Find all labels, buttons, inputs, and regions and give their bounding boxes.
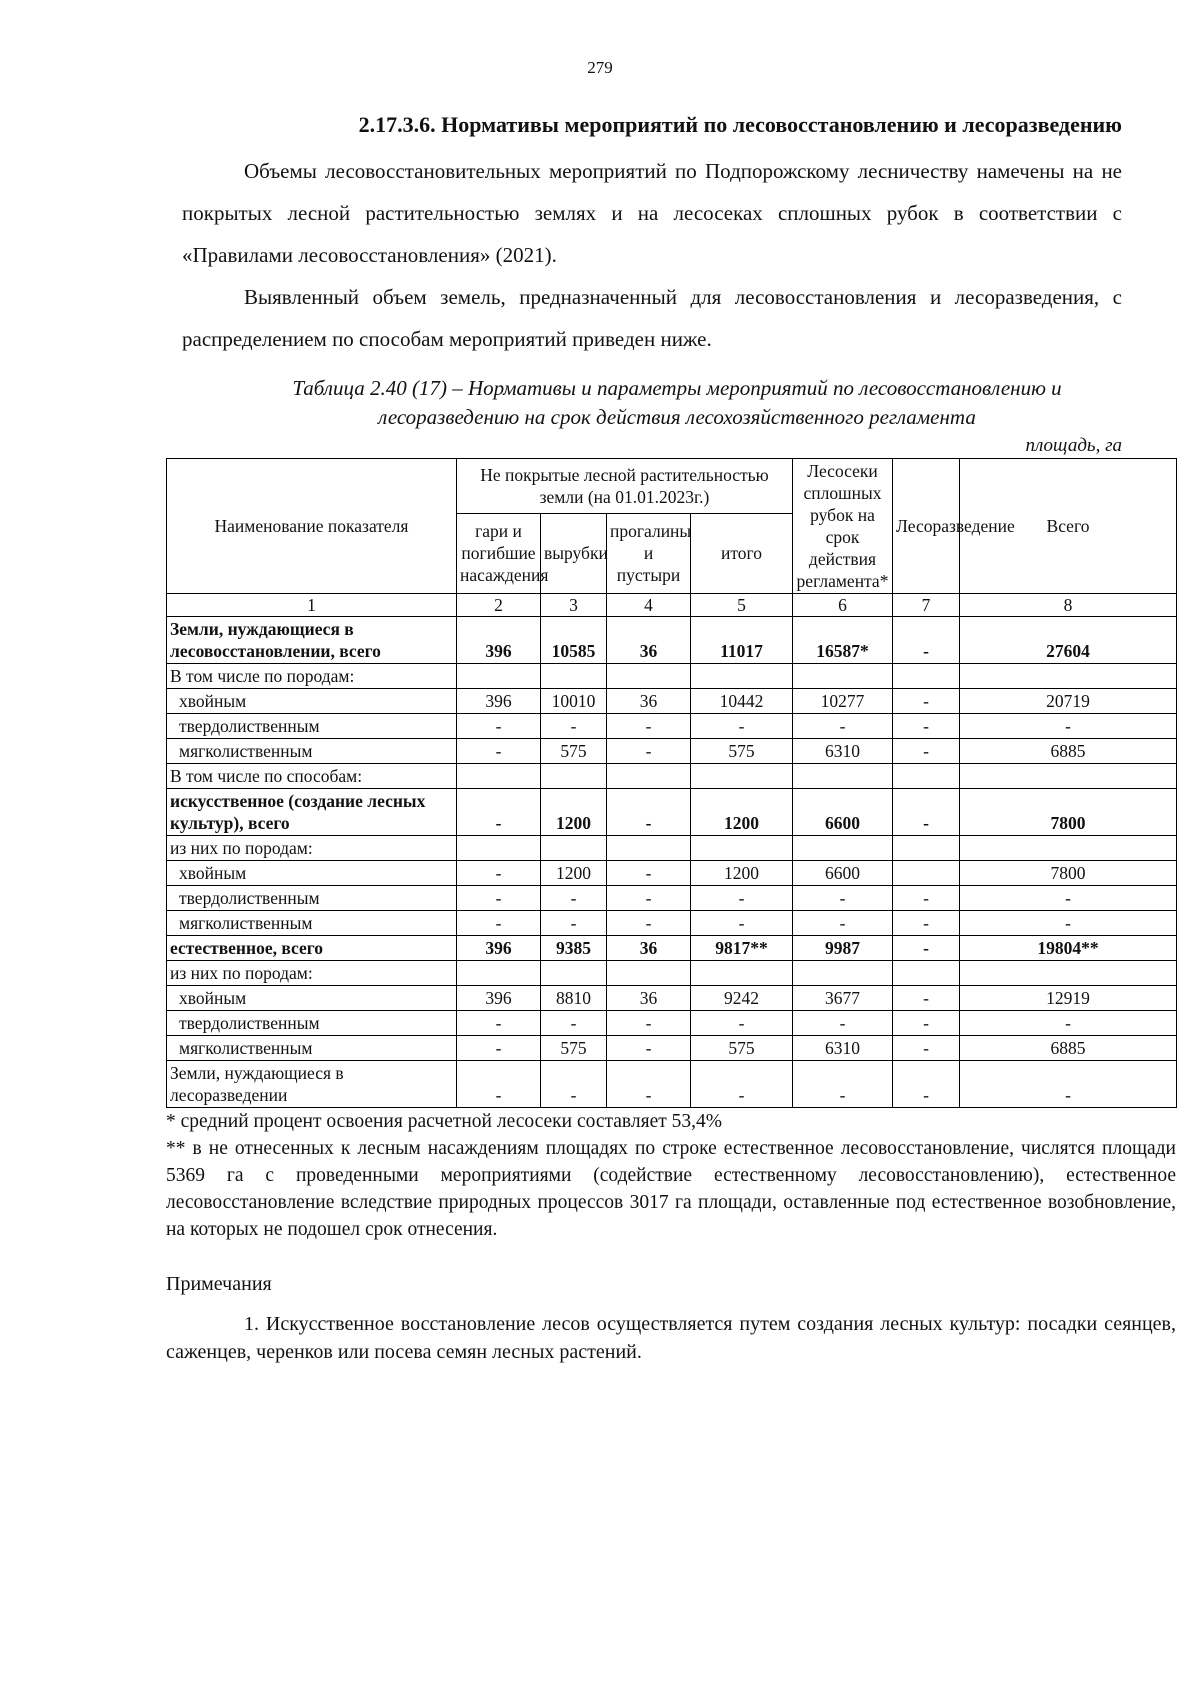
cell-value: -	[893, 1061, 960, 1108]
cell-value: -	[893, 936, 960, 961]
cell-value: -	[960, 886, 1177, 911]
cell-value	[691, 664, 793, 689]
cell-value: -	[457, 1036, 541, 1061]
table-row	[167, 936, 1177, 961]
table-row	[167, 617, 1177, 664]
cell-value: 1200	[691, 861, 793, 886]
column-number-row	[167, 594, 1177, 617]
column-number: 7	[893, 594, 960, 617]
row-label: мягколиственным	[167, 911, 457, 936]
cell-value: -	[893, 617, 960, 664]
cell-value	[457, 664, 541, 689]
table-row	[167, 764, 1177, 789]
cell-value: 396	[457, 986, 541, 1011]
cell-value: -	[893, 1011, 960, 1036]
table-row	[167, 1061, 1177, 1108]
cell-value	[691, 836, 793, 861]
cell-value	[607, 961, 691, 986]
cell-value: 575	[691, 739, 793, 764]
cell-value	[607, 664, 691, 689]
column-number: 1	[167, 594, 457, 617]
cell-value: -	[541, 714, 607, 739]
row-label: твердолиственным	[167, 886, 457, 911]
cell-value: -	[893, 911, 960, 936]
cell-value: 396	[457, 617, 541, 664]
row-label: хвойным	[167, 689, 457, 714]
cell-value	[893, 961, 960, 986]
table-row	[167, 961, 1177, 986]
cell-value: 6600	[793, 789, 893, 836]
cell-value: 6600	[793, 861, 893, 886]
row-label: из них по породам:	[167, 961, 457, 986]
cell-value	[960, 764, 1177, 789]
cell-value	[541, 664, 607, 689]
cell-value: -	[691, 1011, 793, 1036]
column-number: 6	[793, 594, 893, 617]
cell-value: 7800	[960, 861, 1177, 886]
cell-value: 1200	[691, 789, 793, 836]
page-number: 279	[587, 58, 613, 77]
table-row	[167, 1011, 1177, 1036]
table-row	[167, 861, 1177, 886]
cell-value: -	[457, 1061, 541, 1108]
header-clearcuts: Лесосеки сплошных рубок на срок действия регламента*	[793, 459, 893, 594]
cell-value: -	[457, 739, 541, 764]
column-number: 2	[457, 594, 541, 617]
cell-value: -	[960, 1011, 1177, 1036]
cell-value: -	[893, 886, 960, 911]
row-label: из них по породам:	[167, 836, 457, 861]
cell-value: -	[893, 739, 960, 764]
cell-value: 9817**	[691, 936, 793, 961]
header-group: Не покрытые лесной растительностью земли (на 01.01.2023г.)	[457, 459, 793, 514]
cell-value	[960, 961, 1177, 986]
table-row	[167, 664, 1177, 689]
table-row	[167, 836, 1177, 861]
paragraph: Выявленный объем земель, предназначенный для лесовосстановления и лесоразведения, с распределением по способам мероприятий приведен ниже.	[182, 285, 1122, 351]
cell-value: 16587*	[793, 617, 893, 664]
cell-value: -	[541, 1011, 607, 1036]
header-afforestation: Лесоразведение	[893, 459, 960, 594]
cell-value: -	[607, 911, 691, 936]
cell-value: -	[691, 1061, 793, 1108]
column-number: 5	[691, 594, 793, 617]
cell-value	[793, 664, 893, 689]
cell-value: -	[607, 1061, 691, 1108]
cell-value	[607, 764, 691, 789]
header-glades: прогалины и пустыри	[607, 513, 691, 593]
cell-value: 575	[691, 1036, 793, 1061]
cell-value: 396	[457, 689, 541, 714]
cell-value: 396	[457, 936, 541, 961]
row-label: искусственное (создание лесных культур), всего	[167, 789, 457, 836]
cell-value: 19804**	[960, 936, 1177, 961]
cell-value: -	[793, 1011, 893, 1036]
row-label: В том числе по способам:	[167, 764, 457, 789]
cell-value	[893, 764, 960, 789]
cell-value: 6885	[960, 739, 1177, 764]
row-label: мягколиственным	[167, 739, 457, 764]
cell-value: 10010	[541, 689, 607, 714]
table-row	[167, 1036, 1177, 1061]
cell-value: 575	[541, 1036, 607, 1061]
cell-value: 3677	[793, 986, 893, 1011]
notes-title: Примечания	[166, 1273, 272, 1295]
row-label: естественное, всего	[167, 936, 457, 961]
header-total: Всего	[960, 459, 1177, 594]
table-row	[167, 689, 1177, 714]
cell-value	[960, 664, 1177, 689]
cell-value: 10585	[541, 617, 607, 664]
cell-value: 36	[607, 986, 691, 1011]
row-label: хвойным	[167, 986, 457, 1011]
cell-value: 6310	[793, 739, 893, 764]
cell-value	[541, 764, 607, 789]
cell-value: -	[607, 714, 691, 739]
cell-value	[457, 961, 541, 986]
cell-value: 9385	[541, 936, 607, 961]
cell-value	[691, 961, 793, 986]
table-row	[167, 714, 1177, 739]
cell-value: 6310	[793, 1036, 893, 1061]
table-caption: Таблица 2.40 (17) – Нормативы и параметры мероприятий по лесовосстановлению и лесоразведению на срок действия лесохозяйственного регламента	[292, 376, 1062, 429]
row-label: В том числе по породам:	[167, 664, 457, 689]
cell-value: -	[793, 1061, 893, 1108]
cell-value	[960, 836, 1177, 861]
cell-value	[457, 764, 541, 789]
header-name: Наименование показателя	[167, 459, 457, 594]
row-label: твердолиственным	[167, 714, 457, 739]
cell-value: -	[541, 1061, 607, 1108]
cell-value	[457, 836, 541, 861]
row-label: мягколиственным	[167, 1036, 457, 1061]
cell-value: 36	[607, 936, 691, 961]
table-row	[167, 789, 1177, 836]
page-content	[166, 108, 1176, 1366]
cell-value: -	[607, 739, 691, 764]
column-number: 4	[607, 594, 691, 617]
row-label: Земли, нуждающиеся в лесовосстановлении, всего	[167, 617, 457, 664]
cell-value: -	[607, 1036, 691, 1061]
cell-value: -	[457, 886, 541, 911]
note: 1. Искусственное восстановление лесов осуществляется путем создания лесных культур: посадки сеянцев, саженцев, черенков или посева семян лесных растений.	[166, 1313, 1176, 1363]
cell-value: 9242	[691, 986, 793, 1011]
cell-value: -	[541, 886, 607, 911]
cell-value: -	[691, 911, 793, 936]
cell-value	[607, 836, 691, 861]
cell-value: 575	[541, 739, 607, 764]
cell-value	[893, 664, 960, 689]
column-number: 3	[541, 594, 607, 617]
cell-value: 12919	[960, 986, 1177, 1011]
cell-value: 8810	[541, 986, 607, 1011]
row-label: твердолиственным	[167, 1011, 457, 1036]
cell-value: -	[691, 714, 793, 739]
cell-value	[793, 764, 893, 789]
cell-value: -	[607, 861, 691, 886]
cell-value: -	[960, 1061, 1177, 1108]
cell-value: -	[691, 886, 793, 911]
standards-table	[166, 458, 1177, 1108]
paragraph: Объемы лесовосстановительных мероприятий по Подпорожскому лесничеству намечены на не покрытых лесной растительностью землях и на лесосеках сплошных рубок в соответствии с «Правилами лесовосстановления» (2021).	[182, 159, 1122, 267]
cell-value: 10442	[691, 689, 793, 714]
cell-value: 1200	[541, 789, 607, 836]
cell-value: -	[793, 886, 893, 911]
cell-value: -	[893, 714, 960, 739]
cell-value: -	[893, 986, 960, 1011]
cell-value: -	[457, 861, 541, 886]
cell-value	[793, 961, 893, 986]
cell-value: -	[793, 911, 893, 936]
section-heading: 2.17.3.6. Нормативы мероприятий по лесовосстановлению и лесоразведению	[358, 112, 1122, 137]
cell-value: -	[457, 1011, 541, 1036]
table-row	[167, 886, 1177, 911]
footnotes	[166, 1108, 1176, 1243]
header-cuttings: вырубки	[541, 513, 607, 593]
cell-value: -	[960, 714, 1177, 739]
header-subtotal: итого	[691, 513, 793, 593]
table-row	[167, 986, 1177, 1011]
cell-value: 36	[607, 689, 691, 714]
header-burnt: гари и погибшие насаждения	[457, 513, 541, 593]
row-label: Земли, нуждающиеся в лесоразведении	[167, 1061, 457, 1108]
table-row	[167, 739, 1177, 764]
cell-value: 1200	[541, 861, 607, 886]
cell-value	[691, 764, 793, 789]
cell-value: -	[457, 789, 541, 836]
cell-value: -	[893, 689, 960, 714]
cell-value: -	[541, 911, 607, 936]
cell-value: -	[607, 789, 691, 836]
cell-value: 27604	[960, 617, 1177, 664]
cell-value: 6885	[960, 1036, 1177, 1061]
footnote: ** в не отнесенных к лесным насаждениям площадях по строке естественное лесовосстановление, числятся площади 5369 га с проведенными мероприятиями (содействие естественному лесовосстановлению), естественное лесовосстановление вследствие природных процессов 3017 га площади, оставленные под естественное возобновление, на которых не подошел срок отнесения.	[166, 1138, 1176, 1240]
cell-value: 7800	[960, 789, 1177, 836]
cell-value: -	[457, 911, 541, 936]
row-label: хвойным	[167, 861, 457, 886]
column-number: 8	[960, 594, 1177, 617]
cell-value: 11017	[691, 617, 793, 664]
footnote: * средний процент освоения расчетной лесосеки составляет 53,4%	[166, 1111, 722, 1132]
table-body	[167, 594, 1177, 1108]
cell-value: -	[960, 911, 1177, 936]
cell-value	[893, 836, 960, 861]
cell-value: -	[893, 789, 960, 836]
cell-value: -	[793, 714, 893, 739]
cell-value: 36	[607, 617, 691, 664]
table-unit: площадь, га	[1025, 435, 1122, 456]
cell-value: 9987	[793, 936, 893, 961]
cell-value	[893, 861, 960, 886]
cell-value	[541, 961, 607, 986]
cell-value: 10277	[793, 689, 893, 714]
cell-value: -	[893, 1036, 960, 1061]
cell-value: 20719	[960, 689, 1177, 714]
cell-value: -	[457, 714, 541, 739]
cell-value	[541, 836, 607, 861]
cell-value: -	[607, 886, 691, 911]
cell-value	[793, 836, 893, 861]
cell-value: -	[607, 1011, 691, 1036]
table-row	[167, 911, 1177, 936]
